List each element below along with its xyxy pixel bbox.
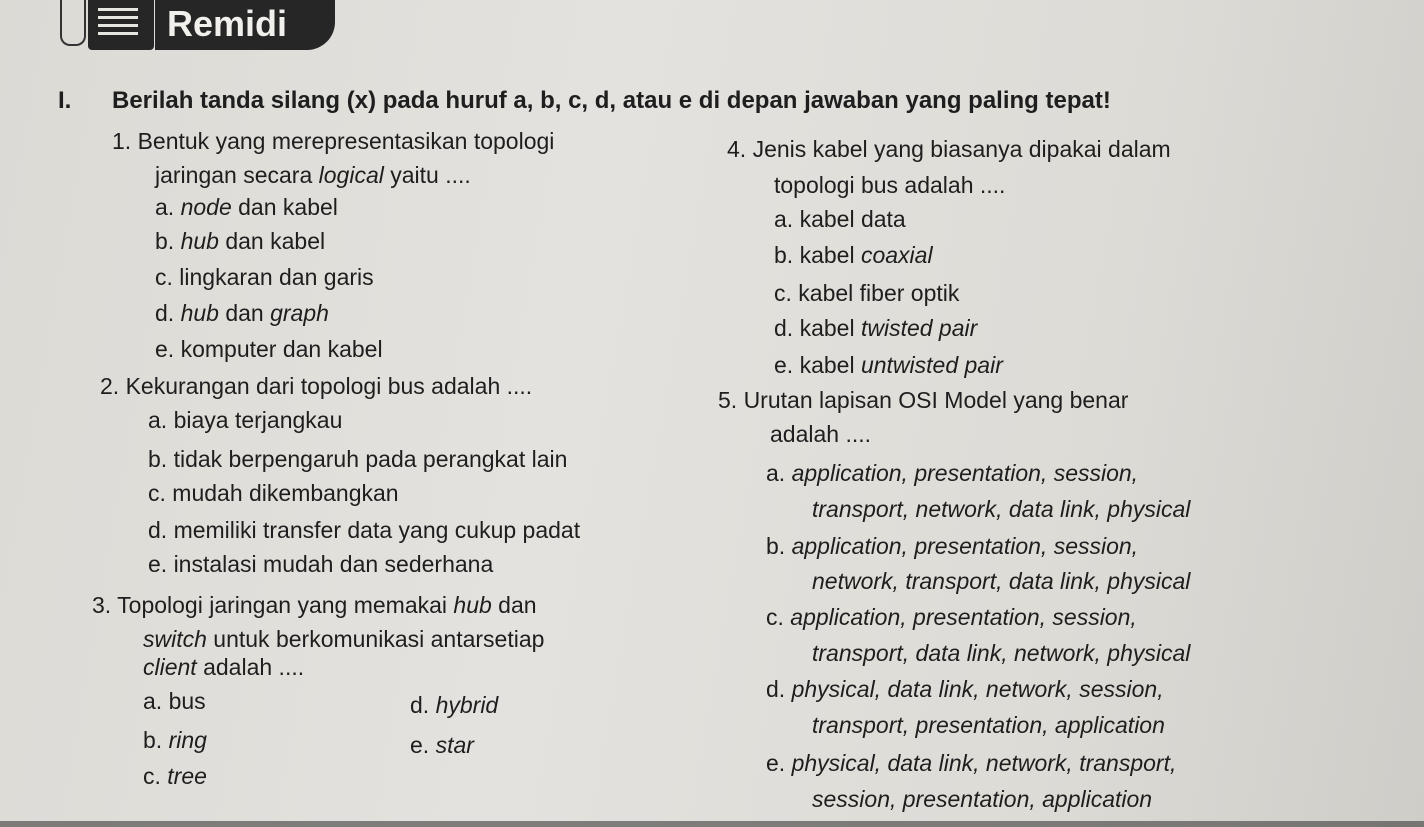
question-4: 4. Jenis kabel yang biasanya dipakai dalam <box>727 136 1171 162</box>
q3-option-b[interactable]: b. ring <box>143 727 207 753</box>
q4-option-b[interactable]: b. kabel coaxial <box>774 242 933 268</box>
q1-option-a[interactable]: a. node dan kabel <box>155 194 338 220</box>
q5-option-c[interactable]: c. application, presentation, session, <box>766 604 1137 630</box>
list-icon <box>98 8 138 40</box>
q4-option-a[interactable]: a. kabel data <box>774 206 906 232</box>
question-1-line2: jaringan secara logical yaitu .... <box>155 162 471 188</box>
question-4-line2: topologi bus adalah .... <box>774 172 1006 198</box>
q5-option-c-line2: transport, data link, network, physical <box>812 640 1191 666</box>
question-2: 2. Kekurangan dari topologi bus adalah .... <box>100 373 533 399</box>
page-title: Remidi <box>155 0 335 50</box>
q4-option-d[interactable]: d. kabel twisted pair <box>774 315 978 341</box>
q1-option-d[interactable]: d. hub dan graph <box>155 300 329 326</box>
q5-option-e[interactable]: e. physical, data link, network, transport, <box>766 750 1177 776</box>
q1-option-b[interactable]: b. hub dan kabel <box>155 228 326 254</box>
q3-option-c[interactable]: c. tree <box>143 763 207 789</box>
q5-option-a[interactable]: a. application, presentation, session, <box>766 460 1139 486</box>
q2-option-e[interactable]: e. instalasi mudah dan sederhana <box>148 551 494 577</box>
bookmark-icon <box>60 0 86 46</box>
q2-option-b[interactable]: b. tidak berpengaruh pada perangkat lain <box>148 446 568 472</box>
q1-option-e[interactable]: e. komputer dan kabel <box>155 336 383 362</box>
instruction-text: Berilah tanda silang (x) pada huruf a, b, c, d, atau e di depan jawaban yang paling tepat! <box>112 87 1111 114</box>
q5-option-d[interactable]: d. physical, data link, network, session, <box>766 676 1164 702</box>
q5-option-b-line2: network, transport, data link, physical <box>812 568 1191 594</box>
question-3-line2: switch untuk berkomunikasi antarsetiap <box>143 626 545 652</box>
q5-option-a-line2: transport, network, data link, physical <box>812 496 1191 522</box>
question-3-line3: client adalah .... <box>143 654 305 680</box>
q4-option-e[interactable]: e. kabel untwisted pair <box>774 352 1003 378</box>
q3-option-d[interactable]: d. hybrid <box>410 692 499 718</box>
q1-option-c[interactable]: c. lingkaran dan garis <box>155 264 374 290</box>
question-5: 5. Urutan lapisan OSI Model yang benar <box>718 387 1129 413</box>
q3-option-a[interactable]: a. bus <box>143 688 206 714</box>
q2-option-d[interactable]: d. memiliki transfer data yang cukup padat <box>148 517 581 543</box>
q5-option-d-line2: transport, presentation, application <box>812 712 1165 738</box>
q3-option-e[interactable]: e. star <box>410 732 474 758</box>
question-5-line2: adalah .... <box>770 421 872 447</box>
q2-option-a[interactable]: a. biaya terjangkau <box>148 407 343 433</box>
q2-option-c[interactable]: c. mudah dikembangkan <box>148 480 399 506</box>
q5-option-b[interactable]: b. application, presentation, session, <box>766 533 1139 559</box>
question-1: 1. Bentuk yang merepresentasikan topologi <box>112 128 555 154</box>
q4-option-c[interactable]: c. kabel fiber optik <box>774 280 960 306</box>
question-3: 3. Topologi jaringan yang memakai hub dan <box>92 592 537 618</box>
q5-option-e-line2: session, presentation, application <box>812 786 1153 812</box>
page-edge-shadow <box>0 821 1424 827</box>
instruction-number: I. <box>58 87 72 114</box>
